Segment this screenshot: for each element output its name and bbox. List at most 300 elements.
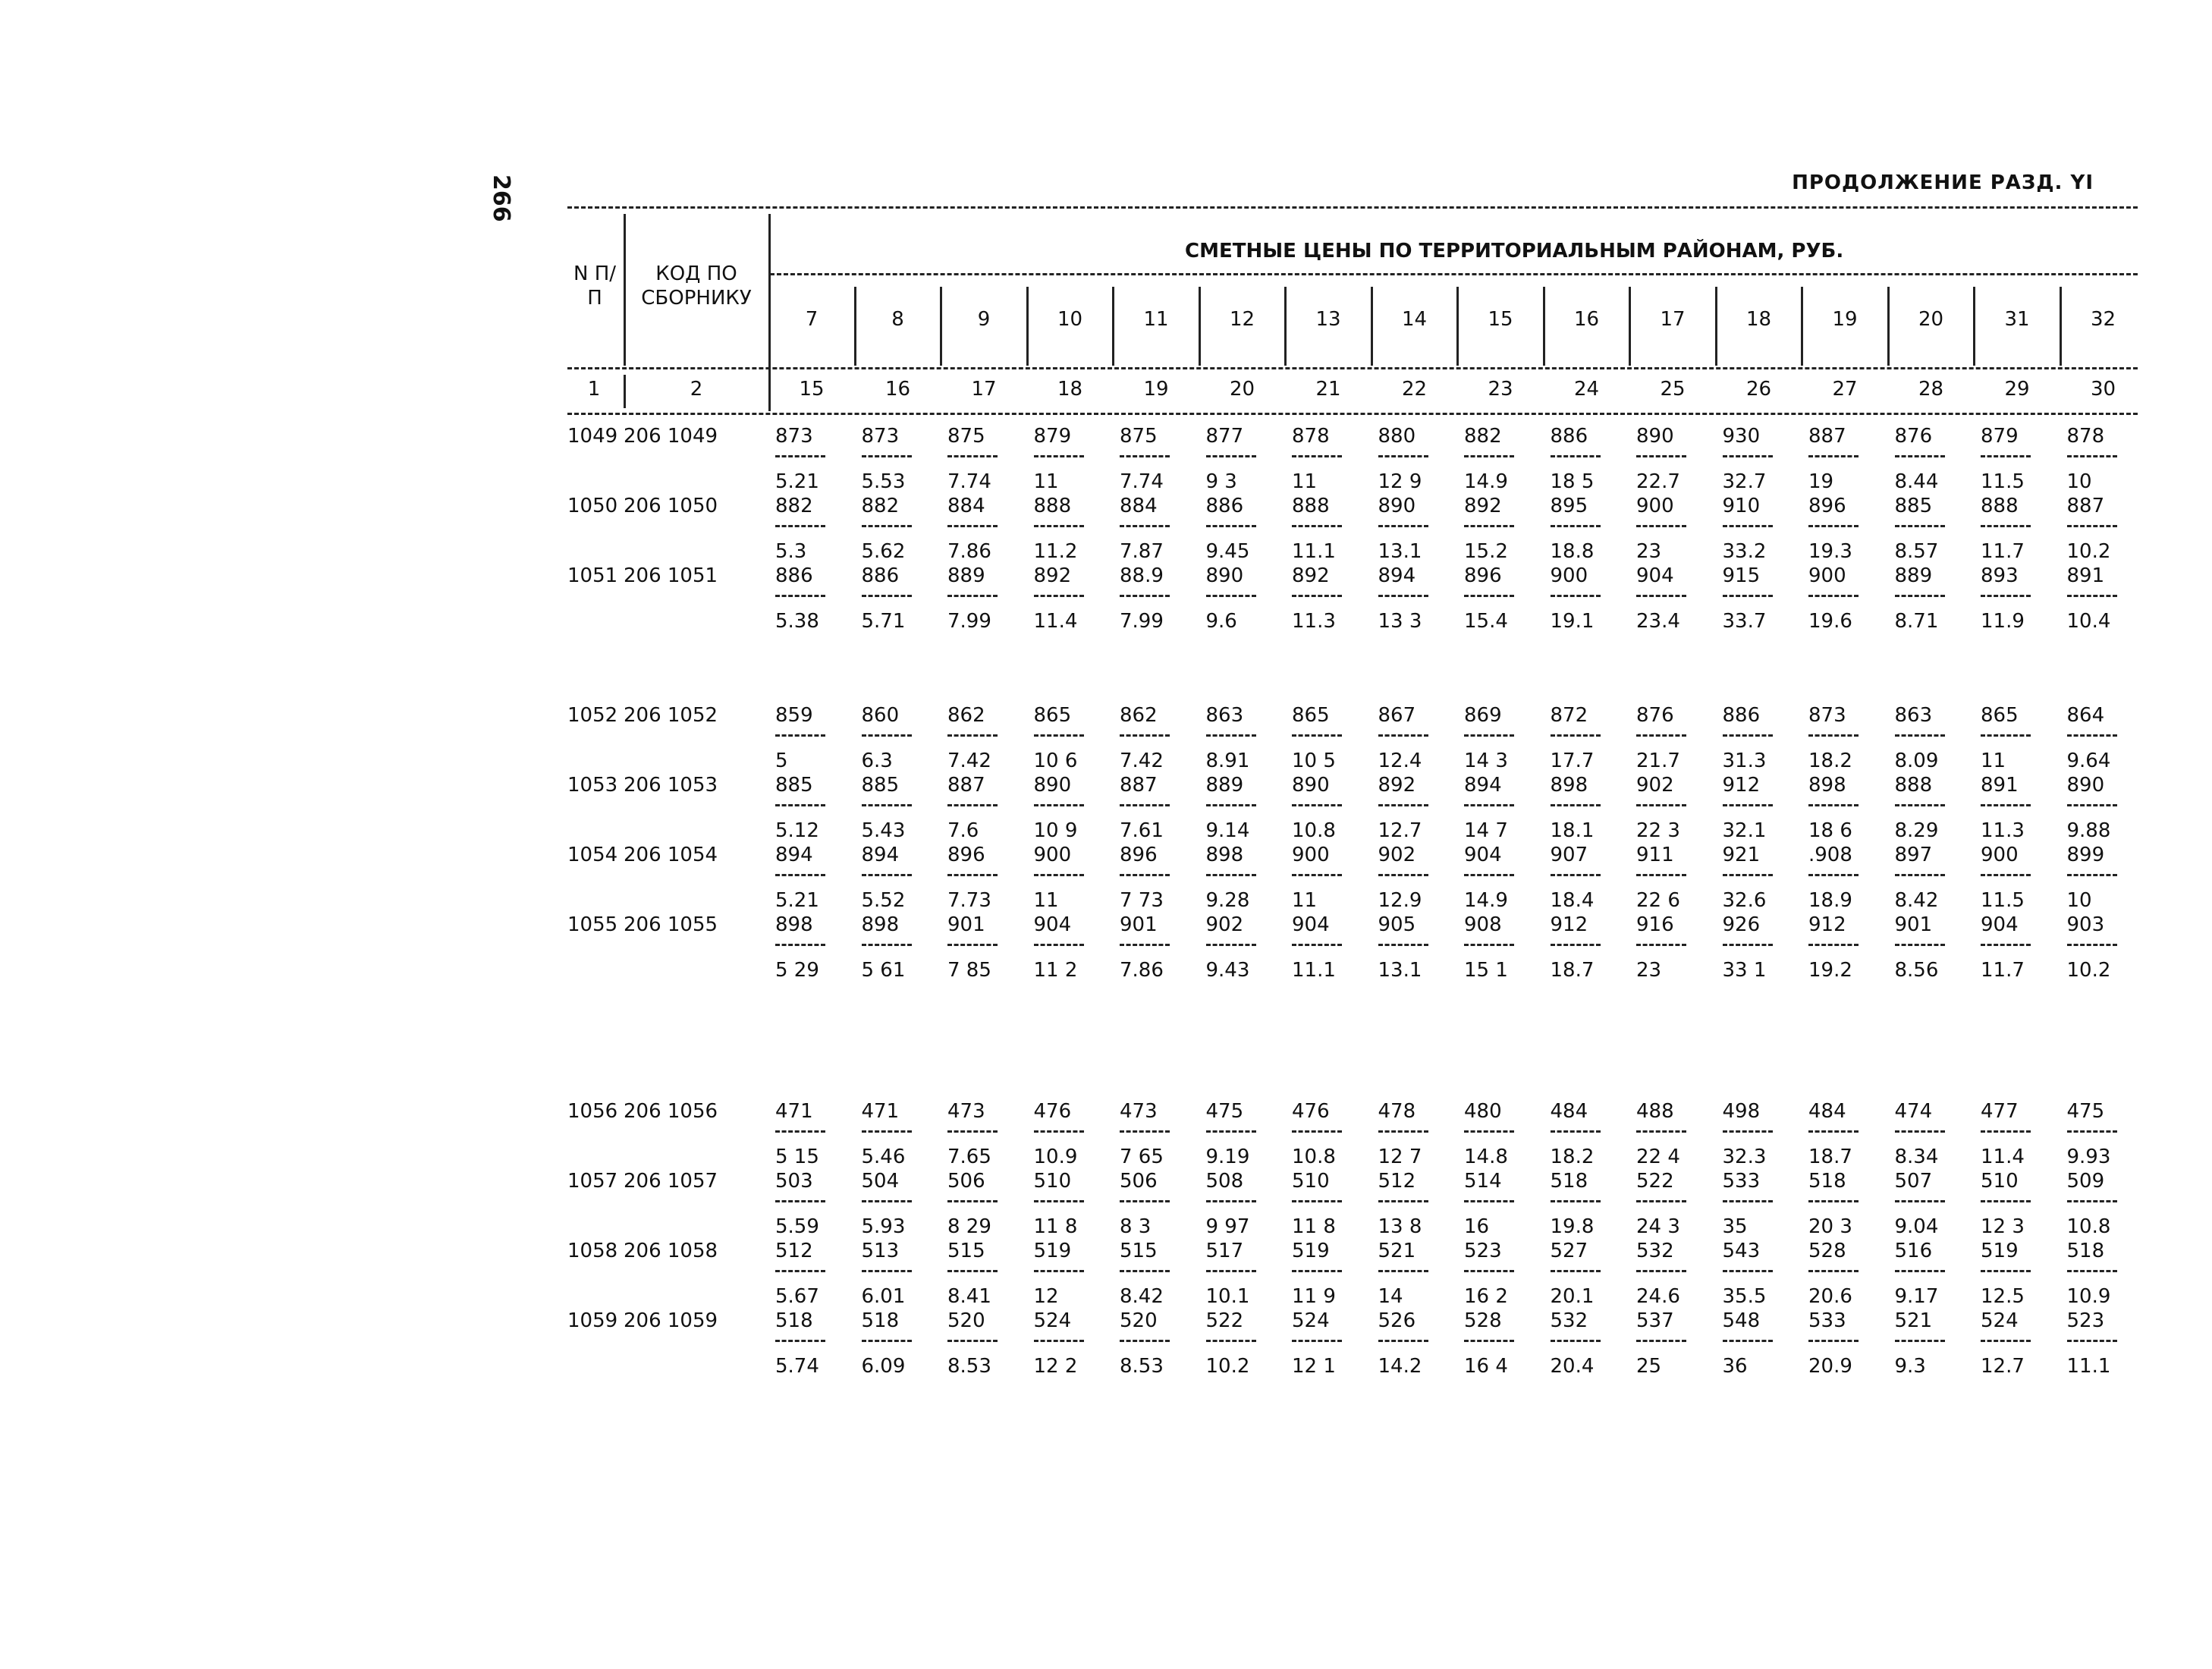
price-value: 526	[1378, 1309, 1416, 1332]
column-index: 18	[1057, 378, 1083, 401]
coefficient-value: 19	[1808, 470, 1834, 493]
coefficient-value: 5.74	[775, 1355, 819, 1378]
coefficient-value: 9.17	[1894, 1285, 1939, 1308]
coefficient-value: 9.64	[2066, 750, 2111, 772]
price-value: 473	[1120, 1100, 1158, 1123]
price-value: 528	[1464, 1309, 1502, 1332]
region-column-header: 12	[1229, 308, 1255, 331]
coefficient-value: 16 2	[1464, 1285, 1508, 1308]
price-value: 503	[775, 1170, 813, 1193]
fraction-bar	[862, 1200, 912, 1202]
price-value: 473	[947, 1100, 985, 1123]
price-value: 901	[1120, 913, 1158, 936]
fraction-bar	[1120, 455, 1170, 457]
coefficient-value: 20.1	[1550, 1285, 1595, 1308]
price-value: 894	[1378, 564, 1416, 587]
price-value: 898	[1205, 844, 1244, 866]
coefficient-value: 21.7	[1636, 750, 1680, 772]
fraction-bar	[1034, 1340, 1084, 1342]
fraction-bar	[1551, 1130, 1601, 1133]
price-value: 513	[861, 1240, 900, 1262]
coefficient-value: 11	[1292, 889, 1318, 912]
coefficient-value: 13.1	[1378, 540, 1422, 563]
fraction-bar	[775, 525, 825, 527]
coefficient-value: 6.3	[861, 750, 893, 772]
price-value: 916	[1636, 913, 1674, 936]
fraction-bar	[1464, 1200, 1514, 1202]
price-value: 862	[947, 704, 985, 727]
fraction-bar	[947, 1200, 998, 1202]
fraction-bar	[1723, 525, 1773, 527]
price-value: 863	[1894, 704, 1933, 727]
fraction-bar	[862, 595, 912, 597]
price-value: 882	[1464, 425, 1502, 448]
price-value: 907	[1550, 844, 1588, 866]
fraction-bar	[2067, 1130, 2117, 1133]
fraction-bar	[775, 1200, 825, 1202]
fraction-bar	[1378, 874, 1428, 876]
price-value: 896	[1120, 844, 1158, 866]
fraction-bar	[1808, 804, 1859, 806]
coefficient-value: 20.9	[1808, 1355, 1852, 1378]
fraction-bar	[1808, 1200, 1859, 1202]
fraction-bar	[1206, 595, 1256, 597]
price-value: 865	[1292, 704, 1330, 727]
price-value: .908	[1808, 844, 1852, 866]
fraction-bar	[1378, 1130, 1428, 1133]
price-value: 888	[1033, 495, 1072, 517]
price-value: 519	[1033, 1240, 1072, 1262]
price-value: 543	[1722, 1240, 1761, 1262]
price-value: 475	[2066, 1100, 2105, 1123]
coefficient-value: 12 7	[1378, 1146, 1422, 1168]
fraction-bar	[775, 944, 825, 946]
fraction-bar	[1895, 874, 1945, 876]
region-column-header: 9	[977, 308, 991, 331]
price-value: 478	[1378, 1100, 1416, 1123]
fraction-bar	[1981, 1200, 2031, 1202]
fraction-bar	[1551, 525, 1601, 527]
price-value: 862	[1120, 704, 1158, 727]
coefficient-value: 8.57	[1894, 540, 1939, 563]
coefficient-value: 5 15	[775, 1146, 819, 1168]
fraction-bar	[1895, 455, 1945, 457]
fraction-bar	[1034, 1270, 1084, 1272]
fraction-bar	[1551, 944, 1601, 946]
fraction-bar	[1636, 734, 1686, 737]
column-index: 22	[1401, 378, 1428, 401]
fraction-bar	[1981, 874, 2031, 876]
price-value: 921	[1722, 844, 1761, 866]
coefficient-value: 5 61	[861, 959, 906, 982]
coefficient-value: 11.4	[1981, 1146, 2025, 1168]
fraction-bar	[1034, 804, 1084, 806]
fraction-bar	[775, 1340, 825, 1342]
coefficient-value: 5.3	[775, 540, 807, 563]
coefficient-value: 10.2	[2066, 959, 2111, 982]
price-value: 514	[1464, 1170, 1502, 1193]
collection-code: 206 1050	[624, 495, 718, 517]
price-value: 912	[1550, 913, 1588, 936]
fraction-bar	[1981, 595, 2031, 597]
price-value: 523	[1464, 1240, 1502, 1262]
region-column-header: 14	[1401, 308, 1428, 331]
fraction-bar	[862, 944, 912, 946]
fraction-bar	[2067, 874, 2117, 876]
price-value: 893	[1981, 564, 2019, 587]
fraction-bar	[1981, 734, 2031, 737]
coefficient-value: 7.65	[947, 1146, 991, 1168]
item-number: 1059	[567, 1309, 618, 1332]
price-value: 885	[1894, 495, 1933, 517]
price-value: 875	[947, 425, 985, 448]
fraction-bar	[1120, 525, 1170, 527]
coefficient-value: 10.8	[1292, 819, 1336, 842]
fraction-bar	[1636, 595, 1686, 597]
price-value: 522	[1205, 1309, 1244, 1332]
coefficient-value: 10.9	[1033, 1146, 1078, 1168]
price-value: 510	[1981, 1170, 2019, 1193]
price-value: 902	[1205, 913, 1244, 936]
price-value: 892	[1378, 774, 1416, 797]
price-value: 515	[1120, 1240, 1158, 1262]
fraction-bar	[1808, 455, 1859, 457]
region-column-header: 10	[1057, 308, 1083, 331]
divider-region	[1112, 287, 1114, 366]
price-value: 898	[861, 913, 900, 936]
price-value: 903	[2066, 913, 2105, 936]
collection-code: 206 1058	[624, 1240, 718, 1262]
fraction-bar	[1808, 525, 1859, 527]
price-value: 898	[1808, 774, 1846, 797]
price-value: 878	[2066, 425, 2105, 448]
coefficient-value: 33.7	[1722, 610, 1767, 633]
price-value: 886	[861, 564, 900, 587]
fraction-bar	[1551, 734, 1601, 737]
coefficient-value: 32.1	[1722, 819, 1767, 842]
collection-code: 206 1053	[624, 774, 718, 797]
fraction-bar	[947, 595, 998, 597]
price-value: 510	[1033, 1170, 1072, 1193]
coefficient-value: 11.7	[1981, 959, 2025, 982]
price-value: 897	[1894, 844, 1933, 866]
fraction-bar	[1981, 525, 2031, 527]
coefficient-value: 7.74	[947, 470, 991, 493]
fraction-bar	[1206, 1130, 1256, 1133]
fraction-bar	[1808, 1340, 1859, 1342]
fraction-bar	[1981, 944, 2031, 946]
collection-code: 206 1056	[624, 1100, 718, 1123]
price-value: 890	[1205, 564, 1244, 587]
collection-code: 206 1054	[624, 844, 718, 866]
price-value: 518	[775, 1309, 813, 1332]
collection-code: 206 1052	[624, 704, 718, 727]
price-value: 528	[1808, 1240, 1846, 1262]
coefficient-value: 12.5	[1981, 1285, 2025, 1308]
fraction-bar	[775, 734, 825, 737]
coefficient-value: 10.2	[1205, 1355, 1250, 1378]
fraction-bar	[775, 804, 825, 806]
coefficient-value: 33.2	[1722, 540, 1767, 563]
fraction-bar	[1206, 944, 1256, 946]
price-value: 510	[1292, 1170, 1330, 1193]
price-value: 912	[1722, 774, 1761, 797]
price-value: 471	[775, 1100, 813, 1123]
fraction-bar	[1981, 1270, 2031, 1272]
coefficient-value: 35.5	[1722, 1285, 1767, 1308]
coefficient-value: 13.1	[1378, 959, 1422, 982]
item-number: 1054	[567, 844, 618, 866]
fraction-bar	[862, 1130, 912, 1133]
coefficient-value: 7 65	[1120, 1146, 1164, 1168]
fraction-bar	[2067, 525, 2117, 527]
fraction-bar	[775, 595, 825, 597]
price-value: 508	[1205, 1170, 1244, 1193]
price-value: 527	[1550, 1240, 1588, 1262]
coefficient-value: 19.3	[1808, 540, 1852, 563]
coefficient-value: 18.2	[1550, 1146, 1595, 1168]
coefficient-value: 11.7	[1981, 540, 2025, 563]
column-header-code: КОД ПО СБОРНИКУ	[641, 262, 752, 310]
coefficient-value: 11.1	[1292, 959, 1336, 982]
fraction-bar	[1636, 804, 1686, 806]
fraction-bar	[1206, 734, 1256, 737]
price-value: 896	[947, 844, 985, 866]
coefficient-value: 11.2	[1033, 540, 1078, 563]
column-index: 19	[1143, 378, 1169, 401]
coefficient-value: 9.6	[1205, 610, 1237, 633]
price-value: 889	[1894, 564, 1933, 587]
price-value: 863	[1205, 704, 1244, 727]
fraction-bar	[862, 804, 912, 806]
coefficient-value: 23	[1636, 959, 1662, 982]
price-value: 877	[1205, 425, 1244, 448]
fraction-bar	[862, 1270, 912, 1272]
fraction-bar	[1808, 734, 1859, 737]
divider-region	[1284, 287, 1287, 366]
price-value: 519	[1981, 1240, 2019, 1262]
price-value: 915	[1722, 564, 1761, 587]
price-value: 865	[1033, 704, 1072, 727]
coefficient-value: 12.7	[1378, 819, 1422, 842]
coefficient-value: 8.34	[1894, 1146, 1939, 1168]
coefficient-value: 8.41	[947, 1285, 991, 1308]
price-value: 900	[1033, 844, 1072, 866]
fraction-bar	[947, 1130, 998, 1133]
coefficient-value: 14 3	[1464, 750, 1508, 772]
price-value: 900	[1550, 564, 1588, 587]
price-value: 884	[947, 495, 985, 517]
coefficient-value: 9.04	[1894, 1215, 1939, 1238]
fraction-bar	[1636, 944, 1686, 946]
price-value: 891	[2066, 564, 2105, 587]
price-value: 518	[1550, 1170, 1588, 1193]
fraction-bar	[1895, 1340, 1945, 1342]
section-continuation-header: ПРОДОЛЖЕНИЕ РАЗД. YI	[1792, 171, 2094, 194]
coefficient-value: 15.2	[1464, 540, 1508, 563]
fraction-bar	[1378, 1340, 1428, 1342]
coefficient-value: 11	[1033, 470, 1059, 493]
coefficient-value: 5.38	[775, 610, 819, 633]
divider-region	[1801, 287, 1803, 366]
coefficient-value: 7.86	[1120, 959, 1164, 982]
fraction-bar	[1981, 1130, 2031, 1133]
coefficient-value: 7.74	[1120, 470, 1164, 493]
price-value: 898	[775, 913, 813, 936]
region-column-header: 8	[891, 308, 904, 331]
price-value: 892	[1033, 564, 1072, 587]
fraction-bar	[1464, 525, 1514, 527]
fraction-bar	[1034, 734, 1084, 737]
fraction-bar	[1206, 804, 1256, 806]
price-value: 520	[947, 1309, 985, 1332]
fraction-bar	[775, 874, 825, 876]
coefficient-value: 5.46	[861, 1146, 906, 1168]
coefficient-value: 11	[1981, 750, 2006, 772]
fraction-bar	[1120, 944, 1170, 946]
coefficient-value: 6.01	[861, 1285, 906, 1308]
fraction-bar	[1723, 1270, 1773, 1272]
coefficient-value: 16	[1464, 1215, 1490, 1238]
price-value: 885	[861, 774, 900, 797]
coefficient-value: 14 7	[1464, 819, 1508, 842]
coefficient-value: 8.53	[947, 1355, 991, 1378]
fraction-bar	[2067, 1340, 2117, 1342]
price-value: 523	[2066, 1309, 2105, 1332]
price-value: 475	[1205, 1100, 1244, 1123]
coefficient-value: 7.42	[1120, 750, 1164, 772]
price-value: 910	[1722, 495, 1761, 517]
price-value: 900	[1981, 844, 2019, 866]
fraction-bar	[1034, 525, 1084, 527]
price-value: 506	[1120, 1170, 1158, 1193]
price-value: 904	[1981, 913, 2019, 936]
coefficient-value: 5.59	[775, 1215, 819, 1238]
fraction-bar	[1551, 1340, 1601, 1342]
column-index: 27	[1832, 378, 1858, 401]
coefficient-value: 10 9	[1033, 819, 1078, 842]
price-value: 898	[1550, 774, 1588, 797]
price-value: 892	[1292, 564, 1330, 587]
fraction-bar	[2067, 1200, 2117, 1202]
price-value: 911	[1636, 844, 1674, 866]
price-value: 888	[1894, 774, 1933, 797]
price-value: 524	[1981, 1309, 2019, 1332]
divider-region	[1371, 287, 1373, 366]
price-value: 876	[1894, 425, 1933, 448]
coefficient-value: 9.43	[1205, 959, 1250, 982]
fraction-bar	[1723, 455, 1773, 457]
fraction-bar	[2067, 455, 2117, 457]
column-index: 2	[690, 378, 703, 401]
fraction-bar	[1981, 1340, 2031, 1342]
fraction-bar	[1292, 455, 1342, 457]
fraction-bar	[1378, 1270, 1428, 1272]
coefficient-value: 11.1	[1292, 540, 1336, 563]
fraction-bar	[1551, 874, 1601, 876]
fraction-bar	[947, 944, 998, 946]
fraction-bar	[1808, 874, 1859, 876]
coefficient-value: 5.52	[861, 889, 906, 912]
price-value: 509	[2066, 1170, 2105, 1193]
fraction-bar	[862, 455, 912, 457]
fraction-bar	[1895, 734, 1945, 737]
item-number: 1050	[567, 495, 618, 517]
fraction-bar	[1292, 944, 1342, 946]
price-value: 904	[1636, 564, 1674, 587]
divider-region	[1199, 287, 1201, 366]
fraction-bar	[1292, 1270, 1342, 1272]
fraction-bar	[1636, 1130, 1686, 1133]
fraction-bar	[1808, 595, 1859, 597]
coefficient-value: 7.42	[947, 750, 991, 772]
fraction-bar	[1378, 455, 1428, 457]
column-index: 24	[1573, 378, 1600, 401]
divider-region	[940, 287, 942, 366]
coefficient-value: 18.8	[1550, 540, 1595, 563]
coefficient-value: 11 8	[1033, 1215, 1078, 1238]
fraction-bar	[1895, 804, 1945, 806]
collection-code: 206 1051	[624, 564, 718, 587]
coefficient-value: 5.62	[861, 540, 906, 563]
coefficient-value: 8.42	[1894, 889, 1939, 912]
column-index: 1	[587, 378, 601, 401]
fraction-bar	[1206, 455, 1256, 457]
coefficient-value: 20.6	[1808, 1285, 1852, 1308]
coefficient-value: 10.4	[2066, 610, 2111, 633]
fraction-bar	[1378, 595, 1428, 597]
price-value: 901	[947, 913, 985, 936]
price-value: 878	[1292, 425, 1330, 448]
column-index: 26	[1745, 378, 1772, 401]
fraction-bar	[1551, 595, 1601, 597]
coefficient-value: 11 8	[1292, 1215, 1336, 1238]
region-column-header: 11	[1143, 308, 1169, 331]
header-top-rule	[567, 206, 2138, 209]
coefficient-value: 8.29	[1894, 819, 1939, 842]
coefficient-value: 15 1	[1464, 959, 1508, 982]
price-value: 476	[1033, 1100, 1072, 1123]
price-value: 896	[1808, 495, 1846, 517]
coefficient-value: 22 4	[1636, 1146, 1680, 1168]
coefficient-value: 12 3	[1981, 1215, 2025, 1238]
column-index: 17	[971, 378, 997, 401]
price-value: 890	[1033, 774, 1072, 797]
coefficient-value: 14.9	[1464, 470, 1508, 493]
price-value: 892	[1464, 495, 1502, 517]
coefficient-value: 9.19	[1205, 1146, 1250, 1168]
fraction-bar	[1206, 525, 1256, 527]
price-value: 537	[1636, 1309, 1674, 1332]
coefficient-value: 36	[1722, 1355, 1748, 1378]
coefficient-value: 19.8	[1550, 1215, 1595, 1238]
price-value: 885	[775, 774, 813, 797]
fraction-bar	[2067, 734, 2117, 737]
item-number: 1058	[567, 1240, 618, 1262]
fraction-bar	[1808, 1130, 1859, 1133]
price-value: 901	[1894, 913, 1933, 936]
coefficient-value: 11.4	[1033, 610, 1078, 633]
coefficient-value: 11	[1033, 889, 1059, 912]
price-value: 518	[1808, 1170, 1846, 1193]
fraction-bar	[1464, 595, 1514, 597]
column-index: 30	[2090, 378, 2116, 401]
coefficient-value: 9.88	[2066, 819, 2111, 842]
fraction-bar	[1292, 874, 1342, 876]
price-value: 880	[1378, 425, 1416, 448]
price-value: 522	[1636, 1170, 1674, 1193]
fraction-bar	[1551, 1200, 1601, 1202]
